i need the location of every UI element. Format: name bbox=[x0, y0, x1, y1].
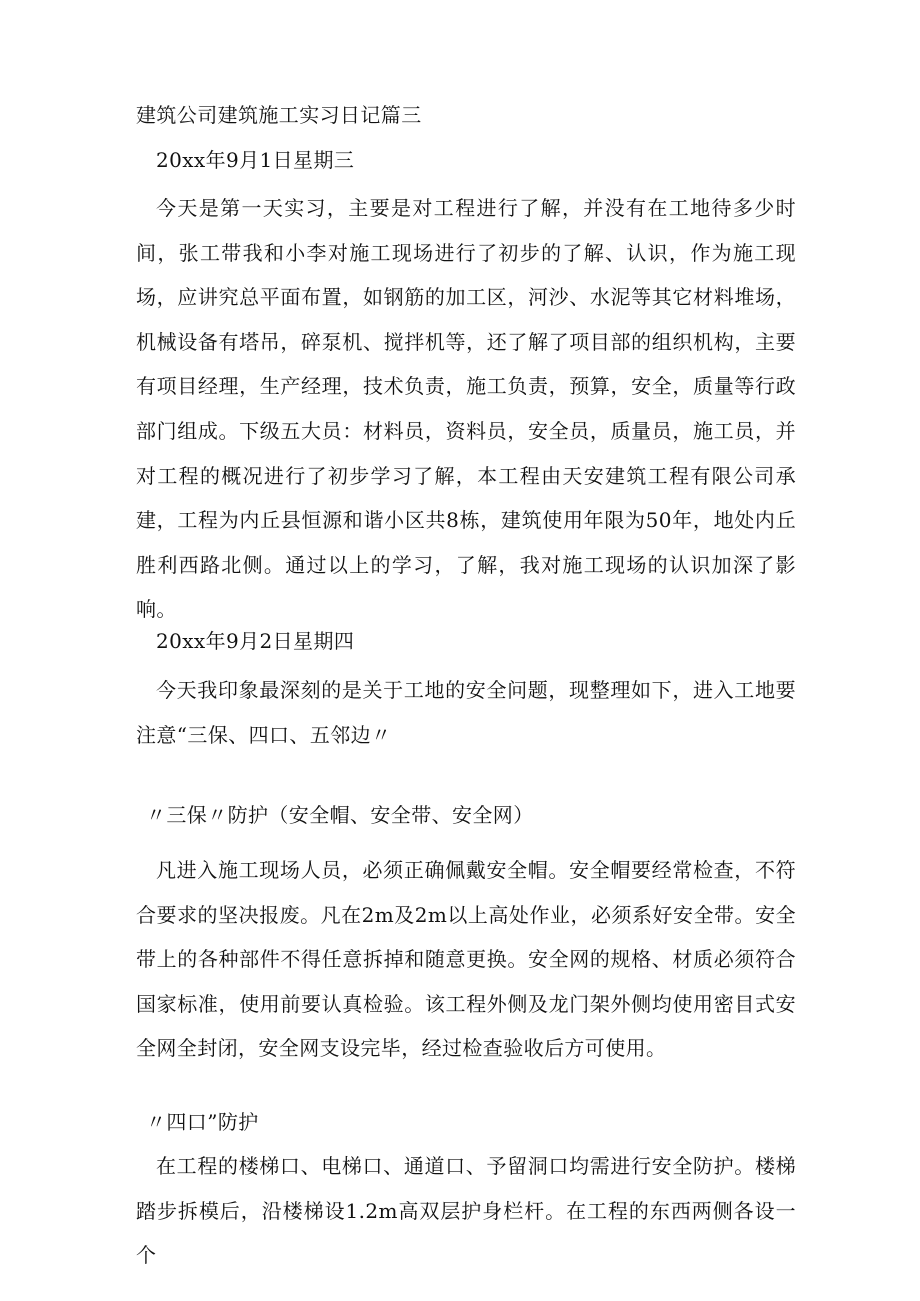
entry-body-1: 今天是第一天实习，主要是对工程进行了解，并没有在工地待多少时间，张工带我和小李对施工现场进行了初步的了解、认识，作为施工现场，应讲究总平面布置，如钢筋的加工区，河沙、水泥等其它材料堆场，机械设备有塔吊，碎泵机、搅拌机等，还了解了项目部的组织机构，主要有项目经理，生产经理，技术负责，施工负责，预算，安全，质量等行政部门组成。下级五大员：材料员，资料员，安全员，质量员，施工员，并对工程的概况进行了初步学习了解，本工程由天安建筑工程有限公司承建，工程为内丘县恒源和谐小区共8栋，建筑使用年限为50年，地处内丘胜利西路北侧。通过以上的学习，了解，我对施工现场的认识加深了影响。 bbox=[136, 196, 796, 622]
section-heading-sikou: 〃四口”防护 bbox=[146, 1110, 259, 1134]
entry-intro-2: 今天我印象最深刻的是关于工地的安全问题，现整理如下，进入工地要注意“三保、四口、五邻边〃 bbox=[136, 678, 796, 747]
entry-date-1: 20xx年9月1日星期三 bbox=[156, 148, 355, 172]
section-body-sikou: 在工程的楼梯口、电梯口、通道口、予留洞口均需进行安全防护。楼梯踏步拆模后，沿楼梯设1.2m高双层护身栏杆。在工程的东西两侧各设一个 bbox=[136, 1154, 796, 1268]
section-heading-sanbao: 〃三保〃防护（安全帽、安全带、安全网） bbox=[146, 803, 534, 827]
document-title: 建筑公司建筑施工实习日记篇三 bbox=[136, 103, 422, 127]
entry-date-2: 20xx年9月2日星期四 bbox=[156, 629, 355, 653]
section-body-sanbao: 凡进入施工现场人员，必须正确佩戴安全帽。安全帽要经常检查，不符合要求的坚决报废。凡在2m及2m以上高处作业，必须系好安全带。安全带上的各种部件不得任意拆掉和随意更换。安全网的规格、材质必须符合国家标准，使用前要认真检验。该工程外侧及龙门架外侧均使用密目式安全网全封闭，安全网支设完毕，经过检查验收后方可使用。 bbox=[136, 858, 796, 1061]
